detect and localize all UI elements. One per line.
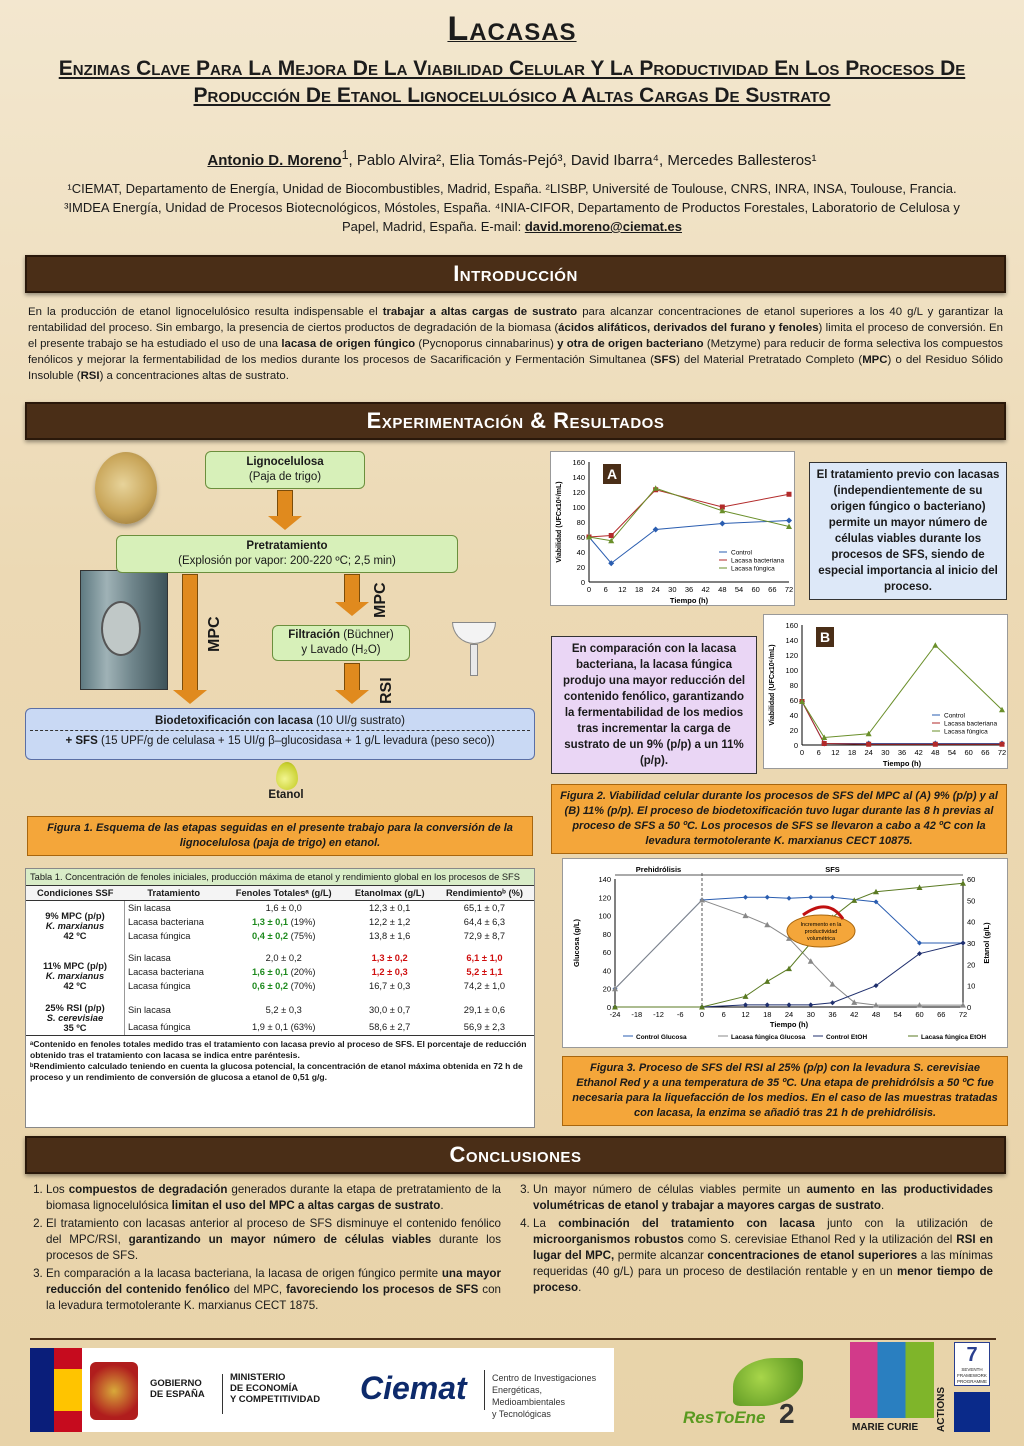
x-tick-label: 18 <box>847 748 857 757</box>
y-tick-label: 140 <box>572 473 585 482</box>
y-axis-label: Viabilidad (UFCx10⁶/mL) <box>769 644 776 726</box>
flow-pretratamiento: Pretratamiento (Explosión por vapor: 200-220 ºC; 2,5 min) <box>116 535 458 573</box>
data-point <box>787 896 792 901</box>
series-line <box>615 883 963 1007</box>
y-tick-label: 40 <box>602 966 611 976</box>
y2-tick-label: 20 <box>967 960 976 970</box>
y-tick-label: 0 <box>580 578 585 587</box>
data-point <box>808 895 813 900</box>
figure-3-caption: Figura 3. Proceso de SFS del RSI al 25% (p/p) con la levadura S. cerevisiae Ethanol Red y a una temperatura de 35 ºC. Una etapa de prehidrólsis a 50 ºC fue necesaria para la liquefacción de los medios. En el caso de las muestras tratadas con lacasa, la enzima se añadió tras 21 h de prehidrólisis. <box>562 1056 1008 1126</box>
y-tick-label: 60 <box>602 948 611 958</box>
x-tick-label: 24 <box>864 748 873 757</box>
table-row: Lacasa bacteriana 1,6 ± 0,1 (20%) 1,2 ± 0,3 5,2 ± 1,1 <box>127 967 503 977</box>
conclusion-5: 4. La combinación del tratamiento con lacasa junto con la utilización de microorganismos robustos como S. cerevisiae Ethanol Red y la utilización del RSI en lugar del MPC, permite alcanzar concentraciones de etanol superiores a las mínimas requeridas (40 g/L) para un proceso de destilación rentable y en un menor tiempo de proceso. <box>533 1216 993 1296</box>
series-line <box>615 943 963 1007</box>
chart-b-svg <box>764 615 1009 770</box>
x-tick-label: 72 <box>997 748 1007 757</box>
intro-paragraph: En la producción de etanol lignocelulósico resulta indispensable el trabajar a altas cargas de sustrato para alcanzar concentraciones de etanol superiores a los 40 g/L y garantizar la rentabilidad del proceso. Sin embargo, la presencia de ciertos productos de degradación de la biomasa (ácidos alifáticos, derivados del furano y fenoles) limita el proceso de conversión. En el presente trabajo se ha estudiado el uso de una lacasa de origen fúngico (Pycnoporus cinnabarinus) y otra de origen bacteriano (Metzyme) para reducir de forma selectiva los compuestos fenólicos y mejorar la fermentabilidad de los medios durante los procesos de Sacarificación y Fermentación Simultanea (SFS) del Material Pretratado Completo (MPC) o del Residuo Sólido Insoluble (RSI) a concentraciones altas de sustrato. <box>28 306 1003 382</box>
marie-curie-portraits-icon <box>850 1342 934 1418</box>
x-axis-label: Tiempo (h) <box>882 759 922 768</box>
figure-2-caption: Figura 2. Viabilidad celular durante los procesos de SFS del MPC al (A) 9% (p/p) y al (B) 11% (p/p). El proceso de biodetoxificación tuvo lugar durante las 8 h previas al proceso de SFS a 50 ºC. Los procesos de SFS se llevaron a cabo a 42 ºC con la levadura termotolerante K. marxianus CECT 10875. <box>551 784 1007 854</box>
flow-lignocelulosa: Lignocelulosa (Paja de trigo) <box>205 451 365 489</box>
x-tick-label: 6 <box>603 585 608 594</box>
reactor-photo <box>80 570 168 690</box>
y2-tick-label: 60 <box>967 875 976 884</box>
y2-tick-label: 10 <box>967 981 976 991</box>
x-tick-label: 30 <box>881 748 890 757</box>
y2-axis-label: Etanol (g/L) <box>982 922 991 964</box>
email-link[interactable]: david.moreno@ciemat.es <box>524 219 682 234</box>
conclusion-4: 3. Un mayor número de células viables permite un aumento en las productividades volumétricas de etanol y trabajar a mayores cargas de sustrato. <box>533 1182 993 1214</box>
y-tick-label: 140 <box>785 636 798 645</box>
data-point <box>743 895 748 900</box>
note-a: El tratamiento previo con lacasas (independientemente de su origen fúngico o bacteriano) permite un mayor número de células viables durante los procesos de SFS, siendo de especial importancia al inicio del proceso. <box>809 462 1007 600</box>
x-tick-label: 24 <box>651 585 660 594</box>
x-tick-label: 48 <box>871 1010 881 1019</box>
data-point <box>765 895 770 900</box>
funnel-stem-icon <box>470 644 478 676</box>
poster-subtitle: Enzimas Clave Para La Mejora De La Viabilidad Celular Y La Productividad En Los Procesos De Producción De Etanol Lignocelulósico A Altas Cargas De Sustrato <box>58 57 966 107</box>
y-tick-label: 20 <box>602 984 611 994</box>
y-tick-label: 40 <box>789 711 798 720</box>
data-point <box>743 993 749 999</box>
x-tick-label: 72 <box>958 1010 968 1019</box>
section-intro-heading: Introducción <box>25 255 1006 293</box>
table-row: Lacasa fúngica 0,6 ± 0,2 (70%) 16,7 ± 0,3 74,2 ± 1,0 <box>127 981 506 991</box>
x-tick-label: 18 <box>763 1010 772 1019</box>
data-point <box>933 742 938 747</box>
y-axis-label: Viabilidad (UFCx10⁶/mL) <box>556 481 563 563</box>
y-tick-label: 100 <box>598 911 611 921</box>
y-tick-label: 60 <box>576 533 585 542</box>
y2-tick-label: 40 <box>967 917 976 927</box>
x-tick-label: 54 <box>893 1010 902 1019</box>
table-title: Tabla 1. Concentración de fenoles iniciales, producción máxima de etanol y rendimiento global en los procesos de SFS <box>26 869 534 885</box>
y-tick-label: 100 <box>785 666 798 675</box>
x-tick-label: 54 <box>947 748 957 757</box>
panel-label: B <box>819 629 831 645</box>
legend-entry: Control EtOH <box>826 1034 868 1041</box>
table-row: Lacasa bacteriana 1,3 ± 0,1 (19%) 12,2 ± 1,2 64,4 ± 6,3 <box>127 917 506 927</box>
poster-title: Lacasas <box>447 10 577 48</box>
data-point <box>830 1000 835 1005</box>
x-tick-label: 36 <box>684 585 694 594</box>
legend-entry: Lacasa fúngica Glucosa <box>731 1034 806 1041</box>
arrow-down-icon <box>344 574 360 604</box>
flow-filtracion: Filtración (Büchner) y Lavado (H₂O) <box>272 625 410 661</box>
y-tick-label: 160 <box>572 458 585 467</box>
legend-entry: Lacasa fúngica <box>731 565 775 573</box>
x-tick-label: 12 <box>618 585 627 594</box>
spain-flag-icon <box>54 1348 82 1432</box>
y-tick-label: 20 <box>576 563 585 572</box>
y-tick-label: 0 <box>606 1003 611 1012</box>
x-tick-label: 30 <box>668 585 677 594</box>
y2-tick-label: 0 <box>967 1003 972 1012</box>
table-footnotes: ᵃContenido en fenoles totales medido tras el tratamiento con lacasa previo al proceso de SFS. El porcentaje de reducción obtenido tras el tratamiento con lacasa se indica entre paréntesis. ᵇRendimiento calculado teniendo en cuenta la glucosa potencial, la concentración de etanol máxima obtenida en 72 h de proceso y un rendimiento de conversión de glucosa a etanol de 0,51 g/g. <box>26 1035 534 1083</box>
y-tick-label: 120 <box>598 893 611 903</box>
chart-a <box>550 451 795 606</box>
data-point <box>1000 742 1005 747</box>
phase-label: Prehidrólisis <box>635 865 682 874</box>
chart-a-svg <box>551 452 796 607</box>
x-tick-label: 72 <box>784 585 794 594</box>
x-axis-label: Tiempo (h) <box>669 596 709 605</box>
conclusions-left <box>28 1182 501 1316</box>
x-tick-label: 0 <box>799 748 805 757</box>
x-tick-label: 48 <box>931 748 940 757</box>
figure-1-caption: Figura 1. Esquema de las etapas seguidas en el presente trabajo para la conversión de la lignocelulosa (paja de trigo) en etanol. <box>27 816 533 856</box>
x-tick-label: 60 <box>751 585 760 594</box>
x-tick-label: 66 <box>768 585 777 594</box>
y-tick-label: 100 <box>572 503 585 512</box>
x-tick-label: 60 <box>915 1010 924 1019</box>
logo-restoene: ResToEne 2 <box>675 1358 805 1434</box>
table-row: Lacasa fúngica 0,4 ± 0,2 (75%) 13,8 ± 1,6 72,9 ± 8,7 <box>127 931 506 941</box>
conclusion-3: 3. En comparación a la lacasa bacteriana, la lacasa de origen fúngico permite una mayor reducción del contenido fenólico del MPC, favoreciendo los procesos de SFS con la levadura termotolerante K. marxianus CECT 1875. <box>46 1266 501 1314</box>
data-point <box>764 978 770 984</box>
table-row: Lacasa fúngica 1,9 ± 0,1 (63%) 58,6 ± 2,7 56,9 ± 2,3 <box>127 1021 506 1032</box>
fp7-logo-icon: 7 SEVENTH FRAMEWORK PROGRAMME <box>954 1342 990 1386</box>
data-point <box>932 642 938 648</box>
arrow-down-icon <box>277 490 293 518</box>
y2-tick-label: 30 <box>967 939 976 948</box>
label-mpc-left: MPC <box>206 616 223 652</box>
lead-author: Antonio D. Moreno <box>207 152 342 169</box>
x-tick-label: 12 <box>831 748 840 757</box>
other-authors: , Pablo Alvira², Elia Tomás-Pejó³, David Ibarra⁴, Mercedes Ballesteros¹ <box>348 152 817 169</box>
x-tick-label: 0 <box>699 1010 705 1019</box>
data-point <box>786 518 792 524</box>
data-point <box>822 741 827 746</box>
data-point <box>787 492 792 497</box>
series-line <box>615 897 963 988</box>
table-1-grid: Condiciones SSF Tratamiento Fenoles Totalesᵃ (g/L) Etanolmax (g/L) Rendimientoᵇ (%) 9% MPC (p/p) K. marxianus 42 ºC Sin lacasa 1,6 ± 0,0 12,3 ± 0,1 65,1 ± 0,7 Lacasa bacteriana 1,3 ± 0,1 (19%) 12,2 ± 1,2 64,4 ± 6,3 Lacasa fúngica 0,4 ± 0,2 (75%) 13,8 ± 1,6 72,9 ± 8,7 11% MPC (p/p) K. marxianus 42 ºC Sin lacasa 2,0 ± 0,2 1,3 ± 0,2 6,1 ± 1,0 Lacasa bacteriana 1,6 ± 0,1 (20%) 1,2 ± 0,3 5,2 ± 1,1 Lacasa fúngica 0,6 ± 0,2 (70%) 16,7 ± 0,3 74,2 ± 1,0 25% RSI (p/p) S. cerevisiae 35 ºC Sin lacasa 5,2 ± 0,3 30,0 ± 0,7 29,1 ± 0,6 Lacasa fúngica 1,9 ± 0,1 (63%) 58,6 ± 2,7 56,9 ± 2,3 <box>26 885 534 1035</box>
logo-gobierno: GOBIERNO DE ESPAÑA MINISTERIO DE ECONOMÍA Y COMPETITIVIDAD <box>30 1348 346 1432</box>
y-tick-label: 40 <box>576 548 585 557</box>
data-point <box>961 941 966 946</box>
y-tick-label: 60 <box>789 696 798 705</box>
label-mpc-right: MPC <box>372 582 389 618</box>
table-1 <box>25 868 535 1128</box>
note-b: En comparación con la lacasa bacteriana, la lacasa fúngica produjo una mayor reducción del contenido fenólico, garantizando la fermentabilidad de los medios tras incrementar la carga de sustrato de un 9% (p/p) a un 11% (p/p). <box>551 636 757 774</box>
y-tick-label: 80 <box>602 929 611 939</box>
y-tick-label: 80 <box>789 681 798 690</box>
x-tick-label: -24 <box>609 1010 621 1019</box>
legend-entry: Control <box>944 712 965 720</box>
legend-entry: Control <box>731 549 752 557</box>
eu-flag-icon <box>30 1348 54 1432</box>
legend-entry: Lacasa bacteriana <box>731 557 785 565</box>
legend-entry: Lacasa bacteriana <box>944 720 998 728</box>
footer-logos <box>30 1342 996 1438</box>
coat-of-arms-icon <box>90 1362 138 1420</box>
conclusions-right <box>515 1182 993 1298</box>
chart-fig3-svg <box>563 859 1009 1049</box>
footer-divider <box>30 1338 996 1340</box>
x-tick-label: -6 <box>676 1010 684 1019</box>
y-tick-label: 140 <box>598 875 611 884</box>
table-row: 11% MPC (p/p) K. marxianus 42 ºC Sin lacasa 2,0 ± 0,2 1,3 ± 0,2 6,1 ± 1,0 <box>26 951 534 965</box>
chart-b <box>763 614 1008 769</box>
x-tick-label: -18 <box>631 1010 643 1019</box>
authors: Antonio D. Moreno$^1$, Pablo Alvira², Elia Tomás-Pejó³, David Ibarra⁴, Mercedes Ballesteros¹ <box>207 148 817 169</box>
panel-label: A <box>606 466 618 482</box>
buchner-funnel-icon <box>452 622 496 644</box>
arrow-head-icon <box>335 690 369 704</box>
x-axis-label: Tiempo (h) <box>769 1020 809 1029</box>
x-tick-label: -12 <box>653 1010 664 1019</box>
legend-entry: Lacasa fúngica <box>944 728 988 736</box>
table-row: 25% RSI (p/p) S. cerevisiae 35 ºC Sin lacasa 5,2 ± 0,3 30,0 ± 0,7 29,1 ± 0,6 <box>26 1001 534 1018</box>
annotation-text: productividad <box>804 929 838 935</box>
x-tick-label: 48 <box>718 585 727 594</box>
straw-bale-photo <box>95 452 157 524</box>
arrow-head-icon <box>268 516 302 530</box>
section-exp-heading: Experimentación & Resultados <box>25 402 1006 440</box>
x-tick-label: 42 <box>914 748 923 757</box>
y-tick-label: 20 <box>789 726 798 735</box>
x-tick-label: 30 <box>806 1010 815 1019</box>
annotation-text: volumétrica <box>806 936 836 942</box>
x-tick-label: 36 <box>897 748 907 757</box>
logo-marie-curie: ACTIONS MARIE CURIE 7 SEVENTH FRAMEWORK PROGRAMME <box>850 1342 990 1438</box>
series-line <box>615 900 963 1005</box>
arrow-down-icon <box>182 574 198 692</box>
x-tick-label: 66 <box>937 1010 946 1019</box>
y-tick-label: 120 <box>572 488 585 497</box>
label-rsi: RSI <box>378 677 395 704</box>
x-tick-label: 60 <box>964 748 973 757</box>
series-line <box>589 488 789 541</box>
label-etanol: Etanol <box>268 789 304 801</box>
x-tick-label: 12 <box>741 1010 750 1019</box>
eu-stars-icon <box>954 1392 990 1432</box>
annotation-text: Incremento en la <box>800 922 842 928</box>
y2-tick-label: 50 <box>967 896 976 906</box>
x-tick-label: 42 <box>701 585 710 594</box>
data-point <box>764 922 770 928</box>
logo-ciemat: Ciemat Centro de Investigaciones Energéticas, Medioambientales y Tecnológicas <box>346 1348 614 1432</box>
phase-label: SFS <box>825 865 840 874</box>
x-tick-label: 6 <box>816 748 821 757</box>
series-line <box>589 490 789 537</box>
x-tick-label: 54 <box>734 585 744 594</box>
ethanol-drop-icon <box>276 762 298 790</box>
conclusion-1: 1. Los compuestos de degradación generados durante la etapa de pretratamiento de la biomasa lignocelulósica limitan el uso del MPC a altas cargas de sustrato. <box>46 1182 501 1214</box>
arrow-head-icon <box>173 690 207 704</box>
x-tick-label: 24 <box>784 1010 794 1019</box>
x-tick-label: 0 <box>586 585 592 594</box>
legend-entry: Control Glucosa <box>636 1034 687 1041</box>
section-concl-heading: Conclusiones <box>25 1136 1006 1174</box>
x-tick-label: 66 <box>981 748 990 757</box>
poster-title-block <box>0 10 1024 109</box>
x-tick-label: 42 <box>850 1010 859 1019</box>
chart-fig3 <box>562 858 1008 1048</box>
data-point <box>830 895 835 900</box>
table-row: 9% MPC (p/p) K. marxianus 42 ºC Sin lacasa 1,6 ± 0,0 12,3 ± 0,1 65,1 ± 0,7 <box>26 901 534 916</box>
affiliations: ¹CIEMAT, Departamento de Energía, Unidad de Biocombustibles, Madrid, España. ²LISBP, Université de Toulouse, CNRS, INRA, INSA, Toulouse, Francia. ³IMDEA Energía, Unidad de Procesos Biotecnológicos, Móstoles, España. ⁴INIA-CIFOR, Departamento de Productos Forestales, Laboratorio de Celulosa y Papel, Madrid, España. E-mail: david.moreno@ciemat.es <box>64 181 960 234</box>
y-tick-label: 120 <box>785 651 798 660</box>
flow-biodetox-sfs: Biodetoxificación con lacasa (10 UI/g sustrato) + SFS (15 UPF/g de celulasa + 15 UI/g β–glucosidasa + 1 g/L levadura (peso seco)) <box>25 708 535 760</box>
y-tick-label: 160 <box>785 621 798 630</box>
data-point <box>866 742 871 747</box>
x-tick-label: 6 <box>721 1010 726 1019</box>
y-axis-label: Glucosa (g/L) <box>572 919 581 967</box>
data-point <box>719 521 725 527</box>
arrow-head-icon <box>335 602 369 616</box>
x-tick-label: 36 <box>828 1010 837 1019</box>
y-tick-label: 0 <box>793 741 798 750</box>
y-tick-label: 80 <box>576 518 585 527</box>
x-tick-label: 18 <box>634 585 644 594</box>
legend-entry: Lacasa fúngica EtOH <box>921 1034 987 1041</box>
data-point <box>609 533 614 538</box>
conclusion-2: 2. El tratamiento con lacasas anterior al proceso de SFS disminuye el contenido fenólico del MPC/RSI, garantizando un mayor número de células viables durante los procesos de SFS. <box>46 1216 501 1264</box>
arrow-down-icon <box>344 663 360 693</box>
